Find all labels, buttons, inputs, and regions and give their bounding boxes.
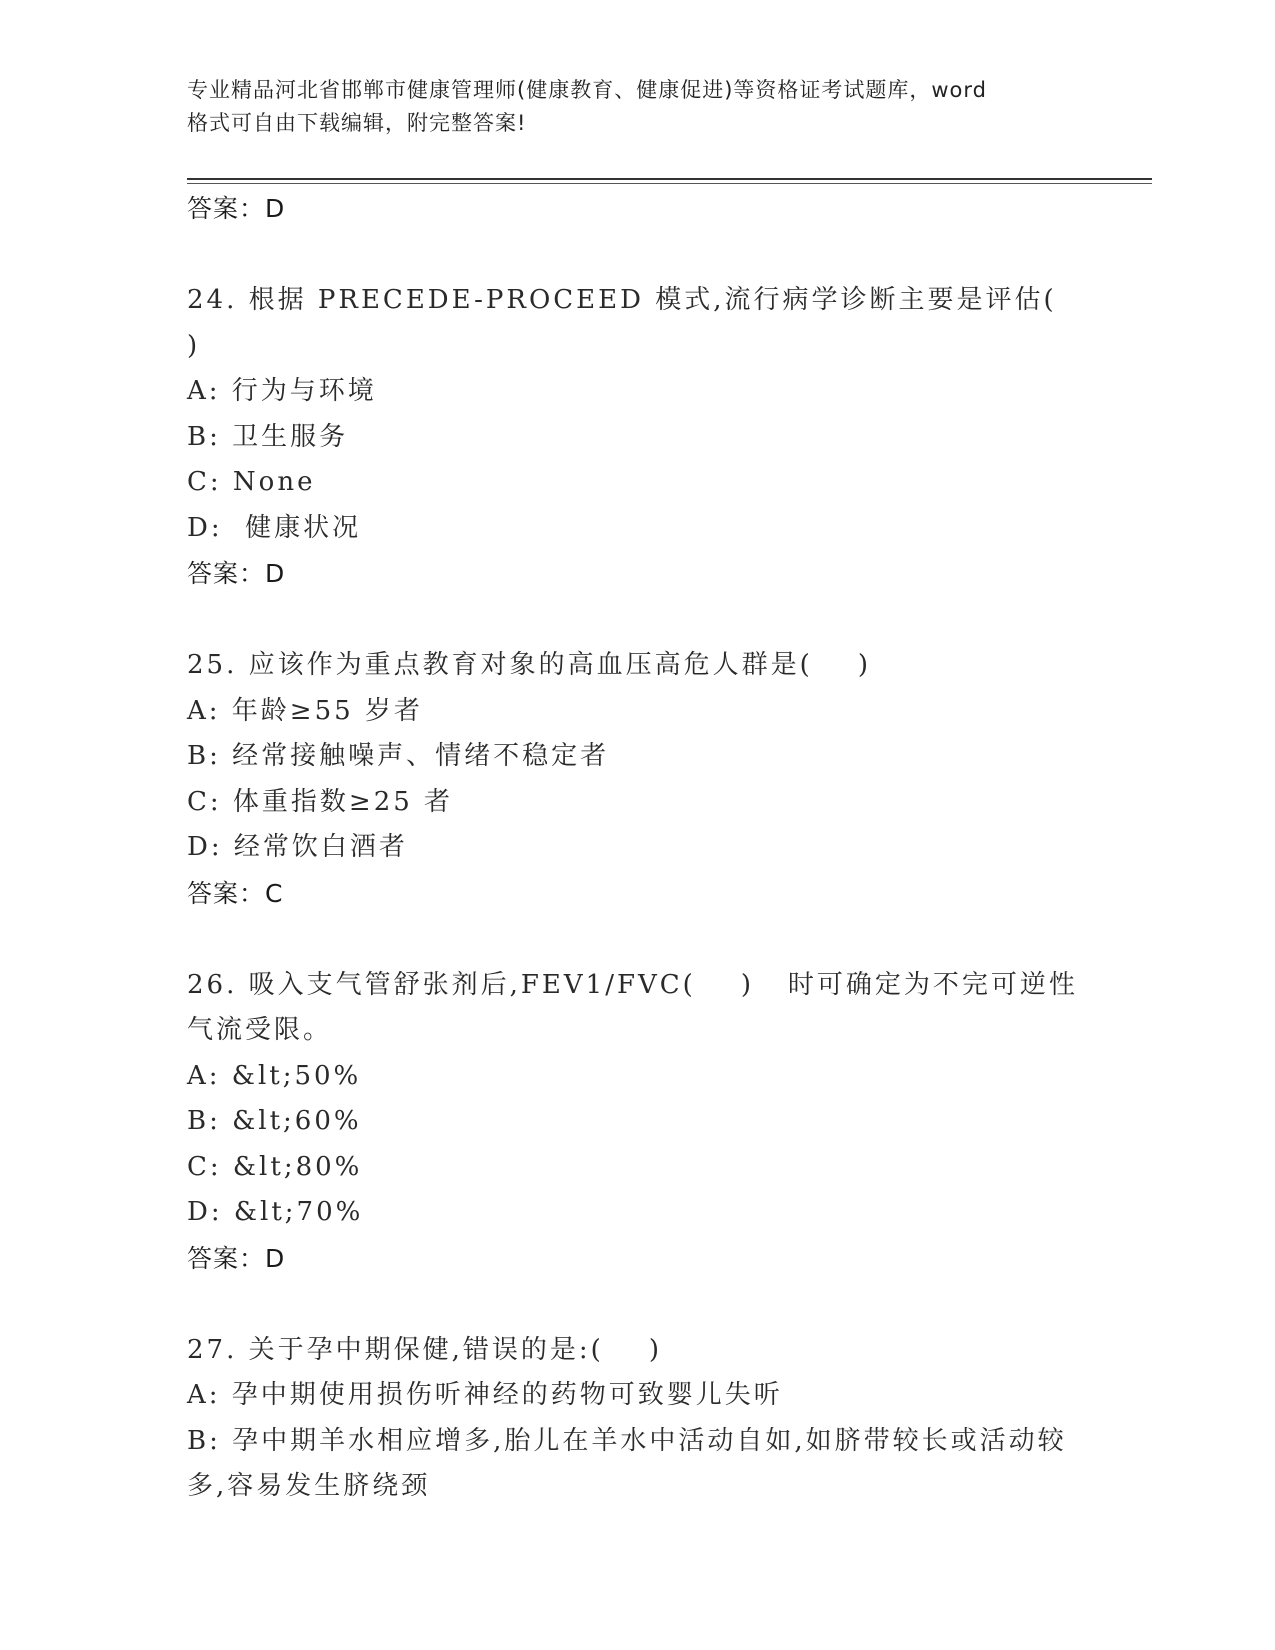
header-line-2: 格式可自由下载编辑，附完整答案! [187,111,527,135]
header-divider-thin [187,183,1152,184]
page-header [187,74,1087,140]
option-d: D: &lt;70% [187,1197,364,1227]
question-24 [187,278,1102,597]
option-a: A: &lt;50% [187,1060,362,1091]
option-b: B: &lt;60% [187,1106,362,1136]
question-list [187,186,1102,1510]
question-title: 26. 吸入支气管舒张剂后,FEV1/FVC( ) 时可确定为不完可逆性 [187,969,1078,1000]
answer-line: 答案：D [187,559,286,588]
question-title: 25. 应该作为重点教育对象的高血压高危人群是( ) [187,650,871,680]
option-d: D: 健康状况 [187,512,362,543]
answer-line: 答案：D [187,1243,286,1273]
answer-line: 答案：D [187,194,286,223]
question-title: 24. 根据 PRECEDE-PROCEED 模式,流行病学诊断主要是评估( ) [187,285,1102,361]
option-b: B: 卫生服务 [187,421,349,452]
question-title: 27. 关于孕中期保健,错误的是:( ) [187,1334,662,1365]
option-a: A: 孕中期使用损伤听神经的药物可致婴儿失听 [187,1380,783,1410]
option-d: D: 经常饮白酒者 [187,832,408,862]
question-25 [187,643,1087,917]
option-c: C: 体重指数≥25 者 [187,786,454,817]
option-b: B: 经常接触噪声、情绪不稳定者 [187,741,610,771]
answer-line: 答案：C [187,878,284,908]
option-a: A: 年龄≥55 岁者 [187,695,423,726]
option-c: C: None [187,467,316,497]
question-26 [187,963,1087,1282]
option-b: B: 孕中期羊水相应增多,胎儿在羊水中活动自如,如脐带较长或活动较 [187,1425,1067,1456]
option-a: A: 行为与环境 [187,376,377,406]
option-c: C: &lt;80% [187,1151,363,1182]
header-line-1: 专业精品河北省邯郸市健康管理师(健康教育、健康促进)等资格证考试题库，word [187,78,988,102]
question-title-continuation: 气流受限。 [187,1015,333,1045]
question-27 [187,1328,1087,1510]
option-b-continuation: 多,容易发生脐绕颈 [187,1471,431,1501]
header-divider-thick [187,178,1152,180]
